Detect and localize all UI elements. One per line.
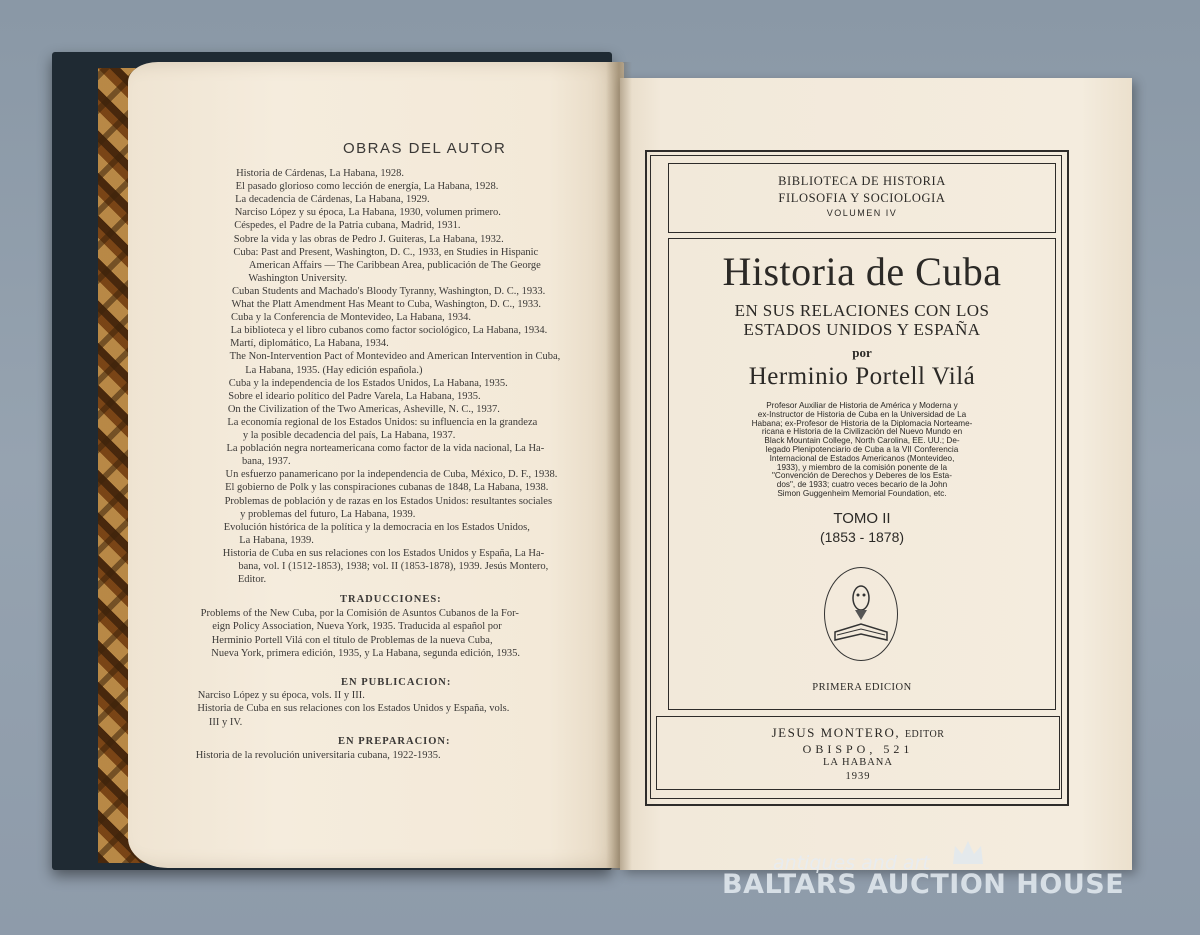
subtitle-line2: ESTADOS UNIDOS Y ESPAÑA xyxy=(743,320,981,339)
author-name: Herminio Portell Vilá xyxy=(748,363,976,390)
crown-icon xyxy=(950,838,986,868)
years-label: (1853 - 1878) xyxy=(819,529,905,545)
credentials-line: "Convención de Derechos y Deberes de los Esta- xyxy=(772,471,952,481)
works-line: Cuba: Past and Present, Washington, D. C., 1933, en Studies in Hispanic xyxy=(233,246,539,258)
edition-label: PRIMERA EDICION xyxy=(812,682,912,693)
works-line: Martí, diplomático, La Habana, 1934. xyxy=(230,338,389,350)
publicacion-line: III y IV. xyxy=(208,716,243,728)
works-line: La población negra norteamericana como factor de la vida nacional, La Ha- xyxy=(226,443,545,455)
works-line: Sobre la vida y las obras de Pedro J. Guiteras, La Habana, 1932. xyxy=(233,233,504,245)
credentials-line: 1933), y miembro de la comisión ponente de la xyxy=(776,462,948,472)
traducciones-line: Nueva York, primera edición, 1935, y La Habana, segunda edición, 1935. xyxy=(211,648,521,660)
works-line: Editor. xyxy=(237,574,267,586)
credentials-line: Habana; ex-Profesor de Historia de la Diplomacia Norteame- xyxy=(751,418,973,428)
works-line: Washington University. xyxy=(248,272,348,284)
works-line: On the Civilization of the Two Americas, Asheville, N. C., 1937. xyxy=(227,403,500,415)
works-line: La economía regional de los Estados Unidos: su influencia en la grandeza xyxy=(227,416,538,428)
watermark-tagline: antiques and art xyxy=(773,852,930,874)
publisher-city: LA HABANA xyxy=(823,757,893,768)
tomo-label: TOMO II xyxy=(833,510,891,527)
works-line: What the Platt Amendment Has Meant to Cuba, Washington, D. C., 1933. xyxy=(231,299,542,310)
works-line: La biblioteca y el libro cubanos como factor sociológico, La Habana, 1934. xyxy=(230,325,548,337)
credentials-line: Profesor Auxiliar de Historia de América y Moderna y xyxy=(766,401,958,410)
works-line: The Non-Intervention Pact of Montevideo and American Intervention in Cuba, xyxy=(229,351,561,363)
works-line: y problemas del futuro, La Habana, 1939. xyxy=(240,508,416,520)
book-title: Historia de Cuba xyxy=(722,249,1002,294)
publication-year: 1939 xyxy=(845,771,871,782)
traducciones-heading: TRADUCCIONES: xyxy=(340,594,442,605)
works-line: y la posible decadencia del país, La Habana, 1937. xyxy=(242,430,456,441)
publisher-name: JESUS MONTERO, xyxy=(771,725,901,740)
series-line2: FILOSOFIA Y SOCIOLOGIA xyxy=(778,191,946,205)
publisher-role: EDITOR xyxy=(904,729,945,740)
works-line: El gobierno de Polk y las conspiraciones cubanas de 1848, La Habana, 1938. xyxy=(225,482,549,494)
traducciones-line: Problems of the New Cuba, por la Comisión de Asuntos Cubanos de la For- xyxy=(200,608,519,619)
traducciones-line: Herminio Portell Vilá con el título de Problemas de la nueva Cuba, xyxy=(211,634,493,646)
volume-label: VOLUMEN IV xyxy=(826,208,898,218)
credentials-line: Black Mountain College, North Carolina, EE. UU.; De- xyxy=(764,436,960,446)
publicacion-line: Narciso López y su época, vols. II y III. xyxy=(197,690,365,701)
series-line1: BIBLIOTECA DE HISTORIA xyxy=(778,174,946,188)
preparacion-line: Historia de la revolución universitaria cubana, 1922-1935. xyxy=(195,750,441,761)
por-label: por xyxy=(852,345,872,360)
watermark-name: BALTARS AUCTION HOUSE xyxy=(722,869,1125,900)
traducciones-line: eign Policy Association, Nueva York, 1935. Traducida al español por xyxy=(212,621,502,633)
works-line: La Habana, 1935. (Hay edición española.) xyxy=(245,364,423,376)
works-line: El pasado glorioso como lección de energía, La Habana, 1928. xyxy=(235,181,499,193)
credentials-line: Simon Guggenheim Memorial Foundation, etc. xyxy=(777,489,947,498)
works-line: Cuba y la Conferencia de Montevideo, La Habana, 1934. xyxy=(231,312,471,324)
publisher-line xyxy=(656,725,1060,741)
works-line: Un esfuerzo panamericano por la independencia de Cuba, México, D. F., 1938. xyxy=(225,469,558,481)
works-line: Cuban Students and Machado's Bloody Tyranny, Washington, D. C., 1933. xyxy=(231,285,546,297)
works-line: bana, 1937. xyxy=(241,456,291,468)
publicacion-line: Historia de Cuba en sus relaciones con los Estados Unidos y España, vols. xyxy=(197,703,510,715)
works-line: Céspedes, el Padre de la Patria cubana, Madrid, 1931. xyxy=(234,220,461,232)
works-line: Narciso López y su época, La Habana, 1930, volumen primero. xyxy=(234,207,501,219)
preparacion-heading: EN PREPARACION: xyxy=(338,736,451,747)
works-line: Sobre el ideario político del Padre Varela, La Habana, 1935. xyxy=(228,390,481,402)
credentials-line: legado Plenipotenciario de Cuba a la VII Conferencia xyxy=(765,445,959,454)
obras-heading: OBRAS DEL AUTOR xyxy=(343,140,507,157)
subtitle-line1: EN SUS RELACIONES CON LOS xyxy=(734,301,990,320)
works-line: Historia de Cárdenas, La Habana, 1928. xyxy=(236,168,405,179)
works-line: Cuba y la independencia de los Estados Unidos, La Habana, 1935. xyxy=(228,377,508,389)
works-line: La decadencia de Cárdenas, La Habana, 1929. xyxy=(235,194,430,206)
works-line: Historia de Cuba en sus relaciones con los Estados Unidos y España, La Ha- xyxy=(222,547,545,559)
credentials-line: ex-Instructor de Historia de Cuba en la Universidad de La xyxy=(757,409,967,419)
publicacion-heading: EN PUBLICACION: xyxy=(341,677,452,688)
publisher-logo-icon xyxy=(824,567,898,661)
works-line: American Affairs — The Caribbean Area, publicación de The George xyxy=(248,259,541,271)
credentials-line: dos", de 1933; cuatro veces becario de la John xyxy=(776,480,948,490)
works-line: bana, vol. I (1512-1853), 1938; vol. II (1853-1878), 1939. Jesús Montero, xyxy=(238,561,549,572)
book-gutter xyxy=(606,62,632,870)
works-line: Problemas de población y de razas en los Estados Unidos: resultantes sociales xyxy=(224,495,553,507)
publisher-address: OBISPO, 521 xyxy=(802,742,914,756)
credentials-line: Internacional de Estados Americanos (Montevideo, xyxy=(769,453,955,463)
works-line: Evolución histórica de la política y la democracia en los Estados Unidos, xyxy=(223,521,530,533)
works-line: La Habana, 1939. xyxy=(239,534,314,546)
credentials-line: ricana e Historia de la Civilización del Nuevo Mundo en xyxy=(761,427,963,437)
